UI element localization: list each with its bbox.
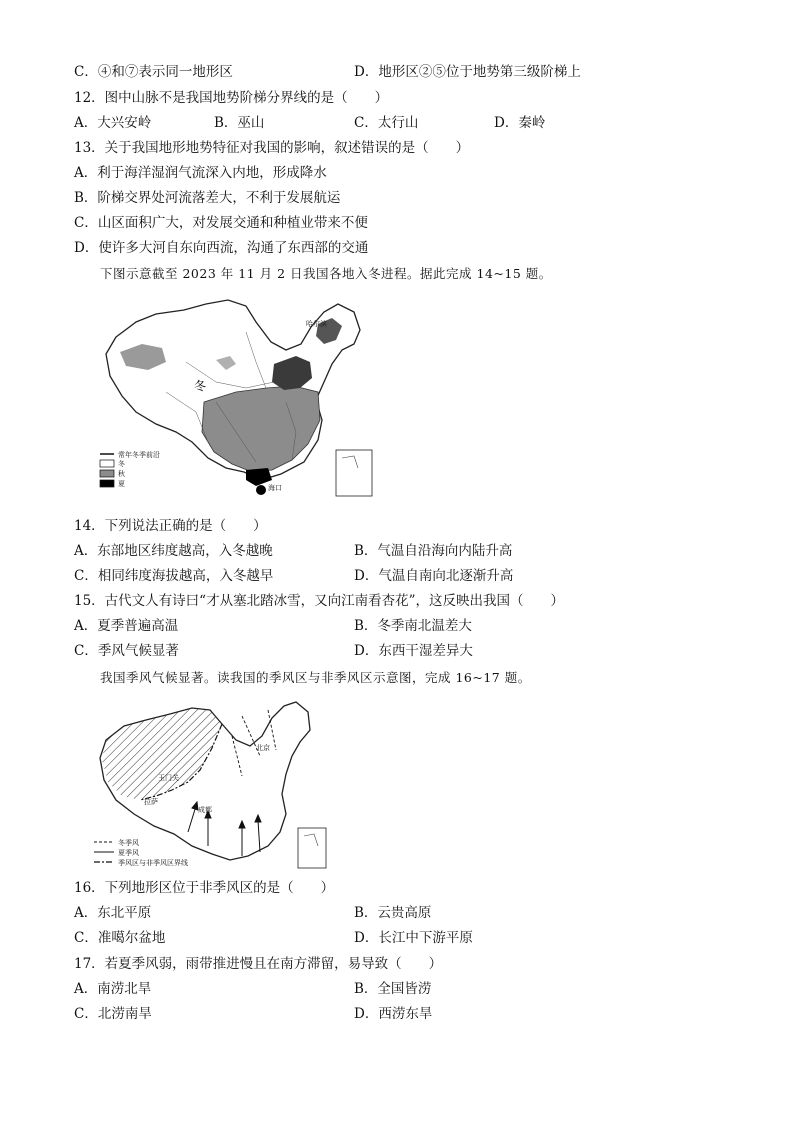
label-winter: 冬	[194, 379, 207, 393]
q11-option-c: C．④和⑦表示同一地形区	[74, 64, 233, 80]
map1-legend	[100, 450, 160, 488]
q17-option-a: A．南涝北旱	[74, 981, 152, 997]
q16-option-a: A．东北平原	[74, 905, 152, 921]
q12-option-a: A．大兴安岭	[74, 115, 152, 131]
q16-stem: 16．下列地形区位于非季风区的是（ ）	[74, 880, 335, 896]
label-lasa: 拉萨	[144, 798, 158, 806]
q14-option-a: A．东部地区纬度越高，入冬越晚	[74, 543, 273, 559]
q11-option-d: D．地形区②⑤位于地势第三级阶梯上	[354, 64, 581, 80]
q13-option-a: A．利于海洋湿润气流深入内地，形成降水	[74, 165, 327, 181]
q14-option-b: B．气温自沿海向内陆升高	[354, 543, 513, 559]
label-beijing: 北京	[256, 744, 270, 752]
intro-16-17: 我国季风气候显著。读我国的季风区与非季风区示意图，完成 16~17 题。	[100, 670, 531, 685]
legend-winter-monsoon: 冬季风	[118, 839, 139, 847]
q16-option-c: C．准噶尔盆地	[74, 930, 166, 946]
q14-stem: 14．下列说法正确的是（ ）	[74, 518, 267, 534]
q17-option-b: B．全国皆涝	[354, 981, 432, 997]
q14-option-c: C．相同纬度海拔越高，入冬越早	[74, 568, 274, 584]
south-sea-inset-2	[298, 828, 326, 868]
hainan-island	[256, 485, 266, 495]
q17-option-d: D．西涝东旱	[354, 1006, 433, 1022]
legend-front: 常年冬季前沿	[118, 451, 160, 459]
label-harbin: 哈尔滨	[306, 320, 327, 328]
winter-onset-map	[96, 292, 386, 504]
q12-option-c: C．太行山	[354, 115, 419, 131]
q12-option-d: D．秦岭	[494, 115, 546, 131]
q16-option-d: D．长江中下游平原	[354, 930, 473, 946]
monsoon-map	[92, 696, 332, 874]
q13-stem: 13．关于我国地形地势特征对我国的影响，叙述错误的是（ ）	[74, 140, 470, 156]
label-haikou: 海口	[268, 484, 282, 492]
legend-boundary: 季风区与非季风区界线	[118, 859, 188, 867]
legend-summer: 夏	[118, 480, 125, 488]
q15-option-a: A．夏季普遍高温	[74, 618, 179, 634]
q12-option-b: B．巫山	[214, 115, 265, 131]
q14-option-d: D．气温自南向北逐渐升高	[354, 568, 514, 584]
legend-winter: 冬	[118, 460, 125, 468]
q16-option-b: B．云贵高原	[354, 905, 432, 921]
q15-option-b: B．冬季南北温差大	[354, 618, 472, 634]
q12-stem: 12．图中山脉不是我国地势阶梯分界线的是（ ）	[74, 90, 389, 106]
q13-option-d: D．使许多大河自东向西流，沟通了东西部的交通	[74, 240, 369, 256]
q17-stem: 17．若夏季风弱，雨带推进慢且在南方滞留，易导致（ ）	[74, 956, 443, 972]
label-chengdu: 成都	[198, 806, 212, 814]
q15-option-d: D．东西干湿差异大	[354, 643, 473, 659]
legend-autumn: 秋	[118, 470, 125, 478]
legend-summer-monsoon: 夏季风	[118, 849, 139, 857]
intro-14-15: 下图示意截至 2023 年 11 月 2 日我国各地入冬进程。据此完成 14~15 题。	[100, 266, 552, 281]
q17-option-c: C．北涝南旱	[74, 1006, 152, 1022]
q15-stem: 15．古代文人有诗曰“才从塞北踏冰雪，又向江南看杏花”，这反映出我国（ ）	[74, 593, 564, 609]
label-yumenguan: 玉门关	[158, 774, 179, 782]
q13-option-c: C．山区面积广大，对发展交通和种植业带来不便	[74, 215, 368, 231]
q13-option-b: B．阶梯交界处河流落差大，不利于发展航运	[74, 190, 341, 206]
q15-option-c: C．季风气候显著	[74, 643, 179, 659]
map2-legend	[94, 838, 188, 867]
